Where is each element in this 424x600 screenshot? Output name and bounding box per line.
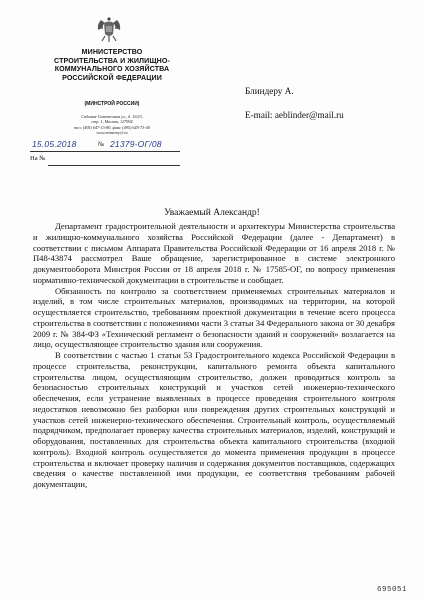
ministry-line: СТРОИТЕЛЬСТВА И ЖИЛИЩНО- <box>54 56 170 65</box>
address-line: тел. (495) 647-15-80, факс (495) 645-73-40 <box>74 124 150 130</box>
ministry-short-name: (МИНСТРОЙ РОССИИ) <box>84 101 140 107</box>
coat-of-arms-icon <box>95 14 123 44</box>
reply-to-label: На № <box>30 155 46 162</box>
body-paragraph: В соответствии с частью 1 статьи 53 Градостроительного кодекса Российской Федерации в процессе строительства, реконструкции, капитального ремонта объекта капитального строительства лицом, осуществляющим строительство, должен проводиться контроль за безопасностью строительных конструкций и участков сетей инженерно-технического обеспечения, если устранение выявленных в процессе проведения строительного контроля недостатков невозможно без разборки или повреждения других строительных конструкций и участков сетей инженерно-технического обеспечения. Строительный контроль, осуществляемый подрядчиком, предполагает проверку качества строительных материалов, изделий, конструкций и оборудования, поставленных для строительства объекта капитального строительства (входной контроль). Входной контроль осуществляется до момента применения продукции в процессе строительства и включает проверку наличия и содержания документов поставщиков, содержащих сведения о качестве поставленной ими продукции, ее соответствия требованиям рабочей документации, <box>33 350 395 489</box>
body-paragraph: Департамент градостроительной деятельности и архитектуры Министерства строительства и жилищно-коммунального хозяйства Российской Федерации (далее - Департамент) в соответствии с письмом Аппарата Правительства Российской Федерации от 16 апреля 2018 г. № П48-43874 рассмотрел Ваше обращение, зарегистрированное в системе электронного документооборота Минстроя России от 18 апреля 2018 г. № 17585-ОГ, по вопросу применения нормативно-технической документации в строительстве и сообщает. <box>33 221 395 285</box>
scan-number: 695051 <box>376 586 407 594</box>
reply-to-underline <box>48 165 180 166</box>
reply-to-line <box>30 155 180 166</box>
ministry-name <box>52 48 172 82</box>
registration-underline <box>30 151 180 152</box>
registration-number: 21379-ОГ/08 <box>110 139 162 149</box>
number-sign: № <box>98 141 105 148</box>
ministry-line: МИНИСТЕРСТВО <box>81 48 143 56</box>
letter-body <box>33 221 395 490</box>
greeting: Уважаемый Александр! <box>164 208 260 218</box>
recipient-name: Блиндеру А. <box>245 86 294 96</box>
address-line: www.minstroyrf.ru <box>96 130 128 136</box>
body-paragraph: Обязанность по контролю за соответствием применяемых строительных материалов и изделий, в том числе строительных материалов, производимых на территории, на которой осуществляется строительство, требованиям проектной документации в течение всего процесса строительства в соответствии с положениями части 3 статьи 34 Федерального закона от 30 декабря 2009 г. № 384-ФЗ «Технический регламент о безопасности зданий и сооружений» возлагается на лицо, осуществляющее строительство здания или сооружения. <box>33 285 395 350</box>
address-line: Садовая-Самотечная ул., д. 10/23, <box>81 114 143 119</box>
ministry-line: РОССИЙСКОЙ ФЕДЕРАЦИИ <box>62 73 162 82</box>
registration-date: 15.05.2018 <box>32 139 77 149</box>
registration-line <box>30 141 180 152</box>
ministry-address <box>52 114 172 136</box>
address-line: стр. 1, Москва, 127994 <box>91 119 133 125</box>
recipient-email: E-mail: aeblinder@mail.ru <box>245 110 344 120</box>
ministry-line: КОММУНАЛЬНОГО ХОЗЯЙСТВА <box>54 65 170 74</box>
